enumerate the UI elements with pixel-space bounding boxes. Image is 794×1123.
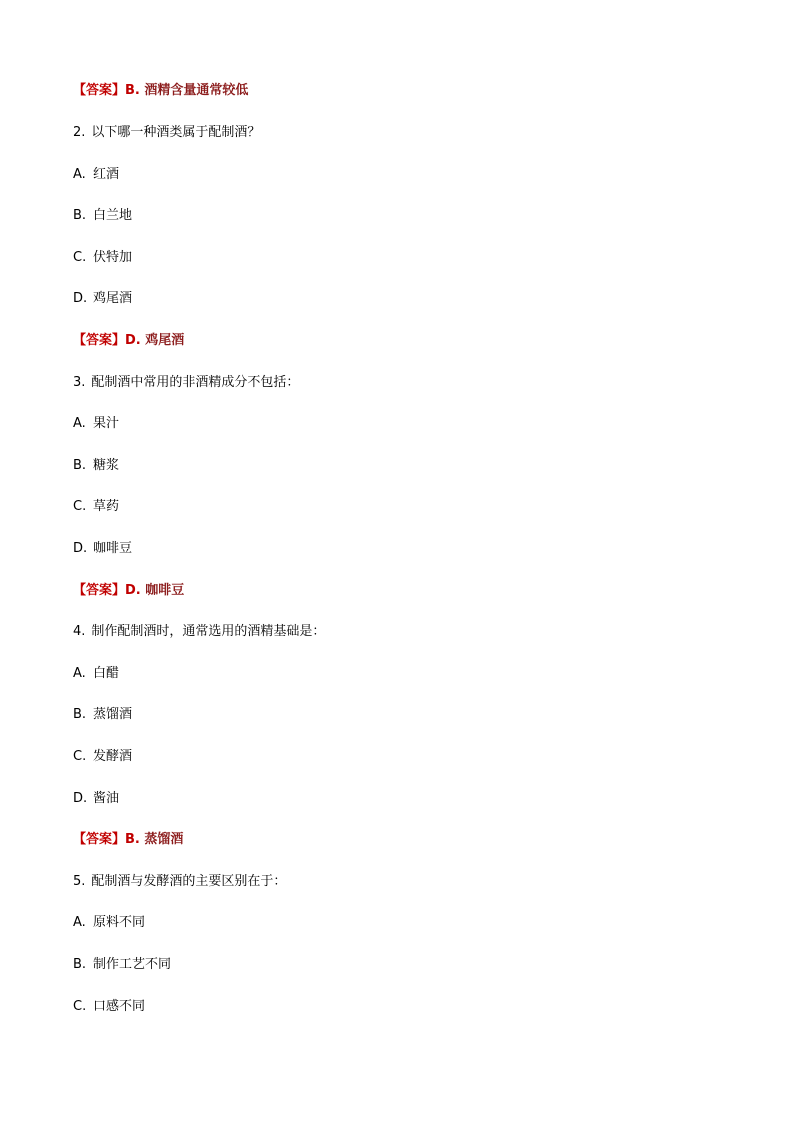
answer-tag: 【答案】	[73, 333, 126, 348]
answer-text: 酒精含量通常较低	[144, 83, 249, 98]
answer-tag: 【答案】	[73, 83, 126, 98]
answer-tag: 【答案】	[73, 832, 126, 847]
option-text: 白醋	[93, 666, 120, 681]
option-letter: A.	[73, 666, 86, 681]
option-text: 酱油	[93, 791, 120, 806]
option-line	[73, 458, 119, 474]
question-text: 制作配制酒时，通常选用的酒精基础是：	[91, 624, 326, 639]
option-text: 蒸馏酒	[93, 707, 133, 722]
question-line	[73, 375, 299, 391]
option-letter: C.	[73, 999, 87, 1014]
option-letter: D.	[73, 791, 88, 806]
option-text: 白兰地	[93, 208, 133, 223]
answer-line	[73, 333, 184, 349]
option-letter: A.	[73, 915, 86, 930]
option-letter: D.	[73, 541, 88, 556]
option-line	[73, 167, 119, 183]
option-letter: B.	[73, 957, 87, 972]
option-text: 咖啡豆	[93, 541, 133, 556]
answer-line	[73, 83, 248, 99]
option-line	[73, 957, 171, 973]
answer-letter: B.	[125, 83, 140, 98]
answer-text: 蒸馏酒	[144, 832, 184, 847]
answer-letter: D.	[125, 333, 141, 348]
option-text: 草药	[93, 499, 120, 514]
option-line	[73, 541, 132, 557]
option-line	[73, 915, 145, 931]
option-line	[73, 250, 132, 266]
option-line	[73, 208, 132, 224]
option-letter: D.	[73, 291, 88, 306]
question-number: 2.	[73, 125, 86, 140]
option-line	[73, 291, 132, 307]
answer-line	[73, 832, 183, 848]
answer-line	[73, 583, 184, 599]
option-text: 糖浆	[93, 458, 120, 473]
option-text: 发酵酒	[93, 749, 133, 764]
question-line	[73, 874, 286, 890]
option-text: 制作工艺不同	[93, 957, 172, 972]
option-letter: B.	[73, 208, 87, 223]
option-text: 鸡尾酒	[93, 291, 133, 306]
question-number: 4.	[73, 624, 86, 639]
option-text: 果汁	[93, 416, 120, 431]
option-line	[73, 416, 119, 432]
question-text: 以下哪一种酒类属于配制酒？	[91, 125, 261, 140]
answer-text: 鸡尾酒	[145, 333, 185, 348]
option-text: 伏特加	[93, 250, 133, 265]
option-text: 原料不同	[93, 915, 146, 930]
answer-letter: D.	[125, 583, 141, 598]
option-letter: B.	[73, 707, 87, 722]
option-letter: A.	[73, 167, 86, 182]
option-line	[73, 666, 119, 682]
option-letter: C.	[73, 499, 87, 514]
option-line	[73, 791, 119, 807]
question-text: 配制酒与发酵酒的主要区别在于：	[91, 874, 287, 889]
option-letter: C.	[73, 749, 87, 764]
answer-text: 咖啡豆	[145, 583, 185, 598]
question-line	[73, 624, 325, 640]
question-line	[73, 125, 260, 141]
question-number: 3.	[73, 375, 86, 390]
option-letter: B.	[73, 458, 87, 473]
question-text: 配制酒中常用的非酒精成分不包括：	[91, 375, 300, 390]
option-letter: A.	[73, 416, 86, 431]
option-text: 口感不同	[93, 999, 146, 1014]
answer-tag: 【答案】	[73, 583, 126, 598]
option-line	[73, 499, 119, 515]
option-text: 红酒	[93, 167, 120, 182]
option-letter: C.	[73, 250, 87, 265]
option-line	[73, 707, 132, 723]
answer-letter: B.	[125, 832, 140, 847]
option-line	[73, 999, 145, 1015]
question-number: 5.	[73, 874, 86, 889]
option-line	[73, 749, 132, 765]
